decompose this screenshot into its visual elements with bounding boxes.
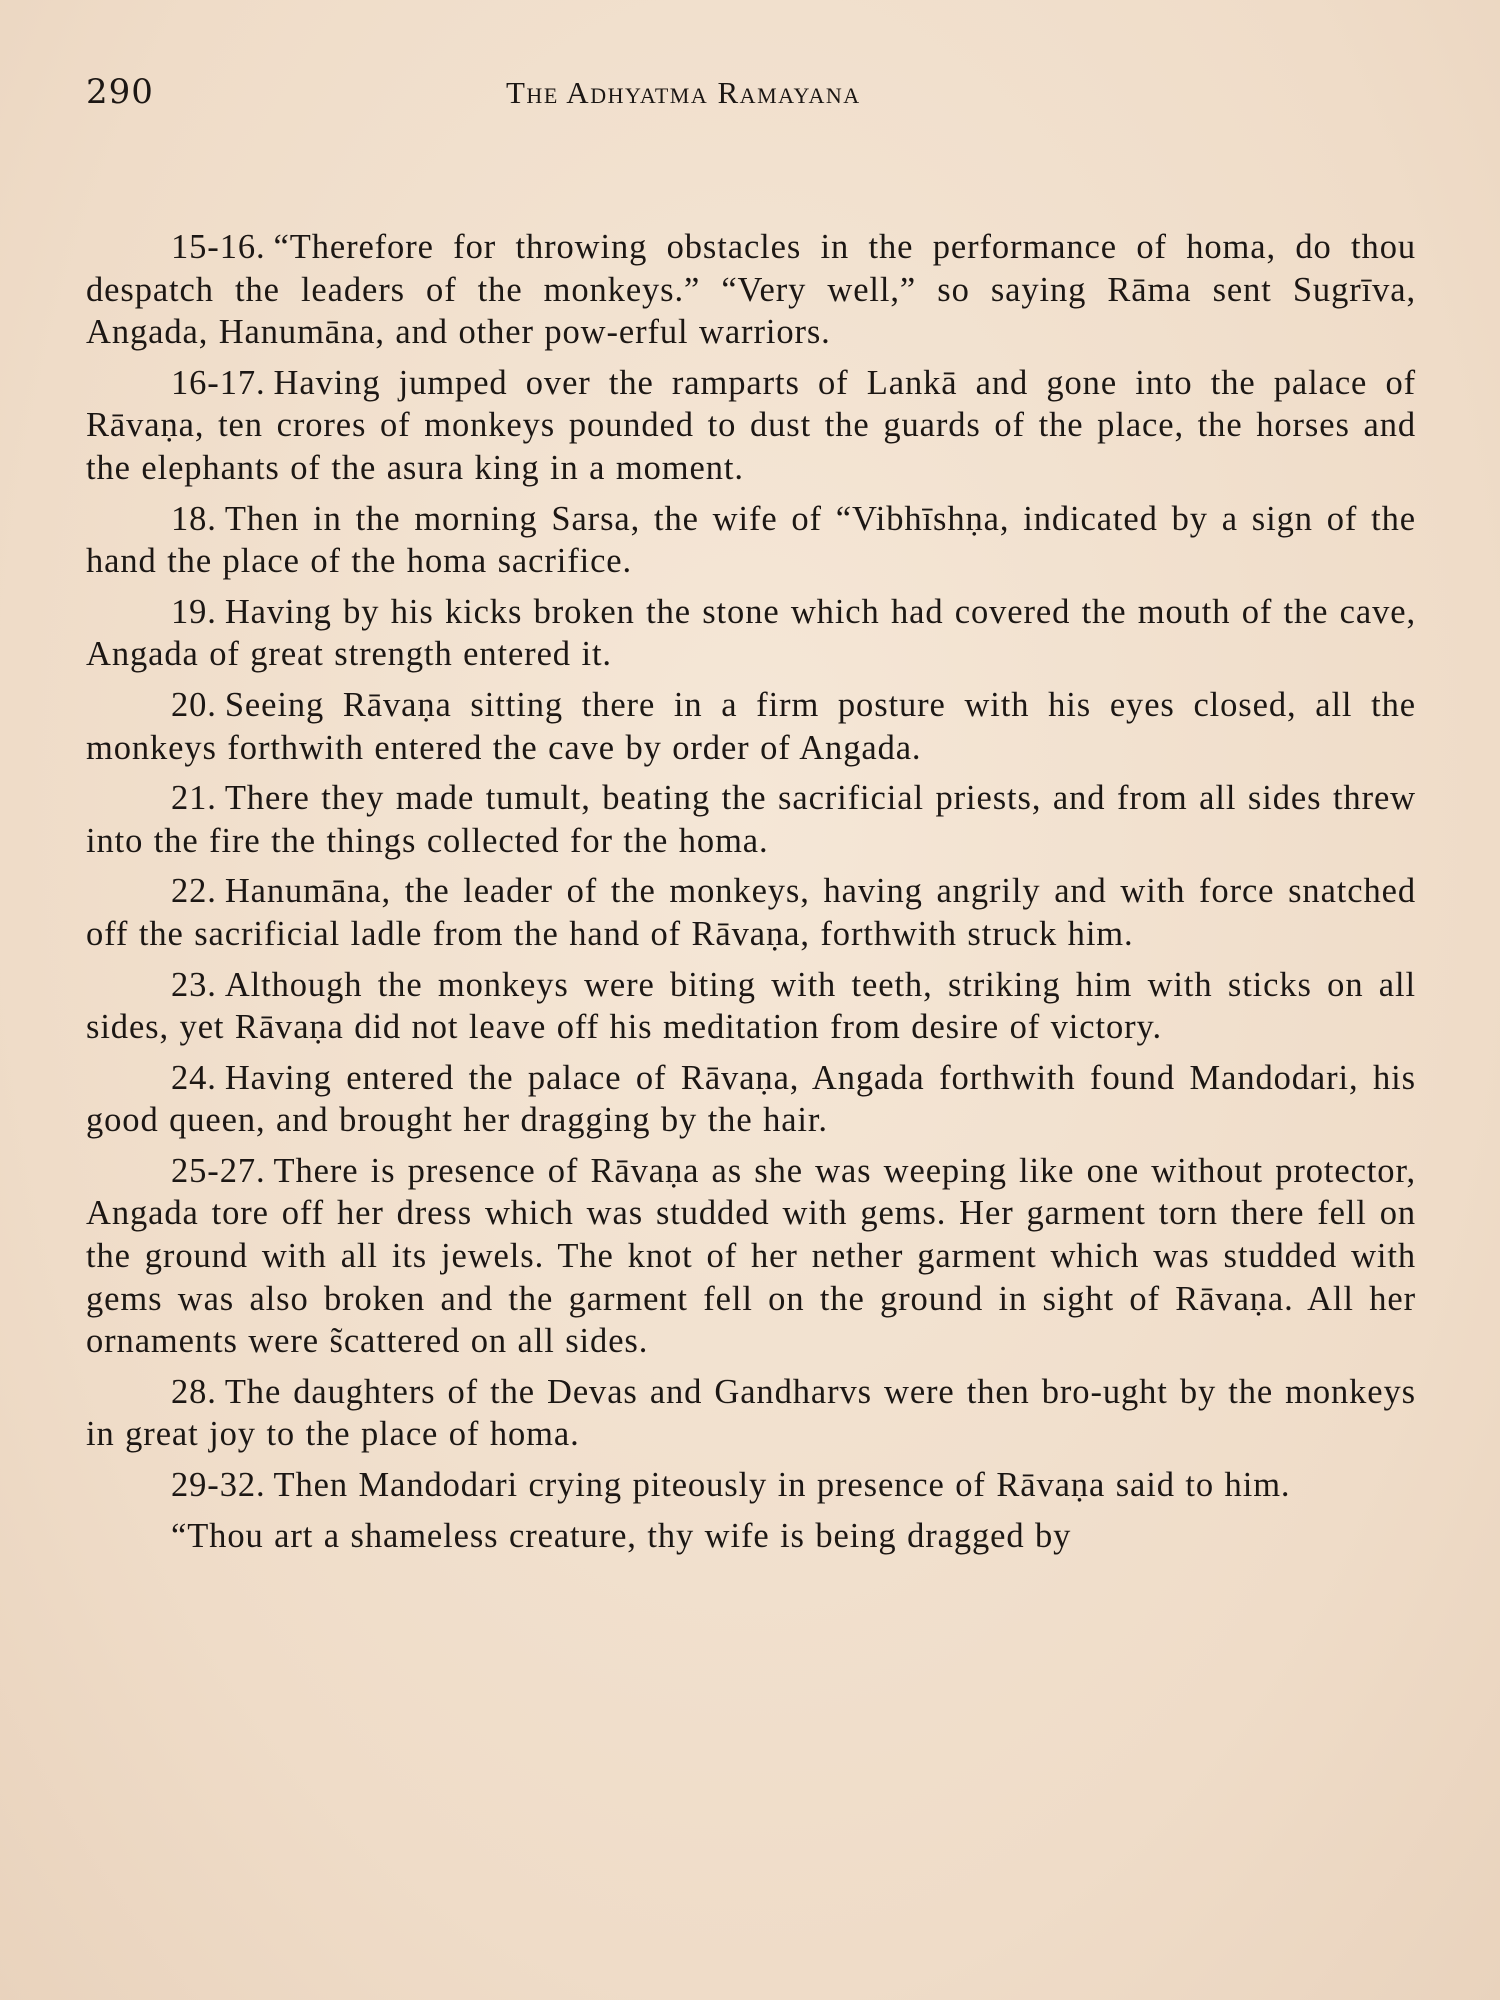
- verse-number: 18.: [171, 499, 217, 538]
- paragraph-text: Having jumped over the ramparts of Lankā and gone into the palace of Rāvaṇa, ten crores of monkeys pounded to dust the guards of the place, the horses and the elephants of the asura king in a moment.: [86, 363, 1416, 487]
- verse-number: 29-32.: [171, 1466, 266, 1505]
- verse-number: 16-17.: [171, 363, 266, 402]
- paragraph-text: Then in the morning Sarsa, the wife of “Vibhīshṇa, indicated by a sign of the hand the place of the homa sacrifice.: [86, 499, 1416, 581]
- verse-number: 19.: [171, 592, 217, 631]
- verse-number: 24.: [171, 1058, 217, 1097]
- verse-number: 21.: [171, 779, 217, 818]
- verse-number: 15-16.: [171, 228, 266, 266]
- verse-number: 22.: [171, 872, 217, 911]
- paragraph: [86, 870, 1416, 955]
- paragraph: [86, 591, 1416, 676]
- paragraph: [86, 1515, 1416, 1558]
- paragraph: [86, 1150, 1416, 1363]
- running-head: [86, 72, 1420, 132]
- paragraph-text: There is presence of Rāvaṇa as she was weeping like one without protector, Angada tore off her dress which was studded with gems. Her garment torn there fell on the ground with all its jewels. The knot of her nether garment which was studded with gems was also broken and the garment fell on the ground in sight of Rāvaṇa. All her ornaments were s̃cattered on all sides.: [86, 1151, 1416, 1361]
- page-number: 290: [86, 72, 154, 112]
- paragraph: [86, 1057, 1416, 1142]
- verse-number: 25-27.: [171, 1151, 266, 1190]
- paragraph-text: Having entered the palace of Rāvaṇa, Angada forthwith found Mandodari, his good queen, and brought her dragging by the hair.: [86, 1058, 1416, 1140]
- paragraph: [86, 498, 1416, 583]
- paragraph-text: “Thou art a shameless creature, thy wife is being dragged by: [171, 1516, 1072, 1555]
- paragraph-text: The daughters of the Devas and Gandharvs were then bro-ught by the monkeys in great joy to the place of homa.: [86, 1372, 1416, 1454]
- body-text: [86, 226, 1416, 1557]
- paragraph: [86, 1371, 1416, 1456]
- running-title: The Adhyatma Ramayana: [506, 75, 861, 110]
- paragraph: [86, 226, 1416, 354]
- paragraph: [86, 1464, 1416, 1507]
- paragraph-text: Seeing Rāvaṇa sitting there in a firm posture with his eyes closed, all the monkeys forthwith entered the cave by order of Angada.: [86, 685, 1416, 767]
- paragraph: [86, 684, 1416, 769]
- paragraph-text: Hanumāna, the leader of the monkeys, having angrily and with force snatched off the sacrificial ladle from the hand of Rāvaṇa, forthwith struck him.: [86, 872, 1416, 953]
- paragraph-text: Although the monkeys were biting with teeth, striking him with sticks on all sides, yet Rāvaṇa did not leave off his meditation from desire of victory.: [86, 965, 1416, 1047]
- verse-number: 20.: [171, 685, 217, 724]
- paragraph: [86, 777, 1416, 862]
- paragraph-text: “Therefore for throwing obstacles in the performance of homa, do thou despatch the leaders of the monkeys.” “Very well,” so saying Rāma sent Sugrīva, Angada, Hanumāna, and other pow-erful warriors.: [86, 228, 1416, 352]
- paragraph-text: Having by his kicks broken the stone which had covered the mouth of the cave, Angada of great strength entered it.: [86, 592, 1416, 674]
- paragraph-text: Then Mandodari crying piteously in presence of Rāvaṇa said to him.: [273, 1466, 1291, 1505]
- paragraph-text: There they made tumult, beating the sacrificial priests, and from all sides threw into the fire the things collected for the homa.: [86, 779, 1416, 860]
- verse-number: 23.: [171, 965, 217, 1004]
- paragraph: [86, 964, 1416, 1049]
- verse-number: 28.: [171, 1372, 217, 1411]
- paragraph: [86, 362, 1416, 490]
